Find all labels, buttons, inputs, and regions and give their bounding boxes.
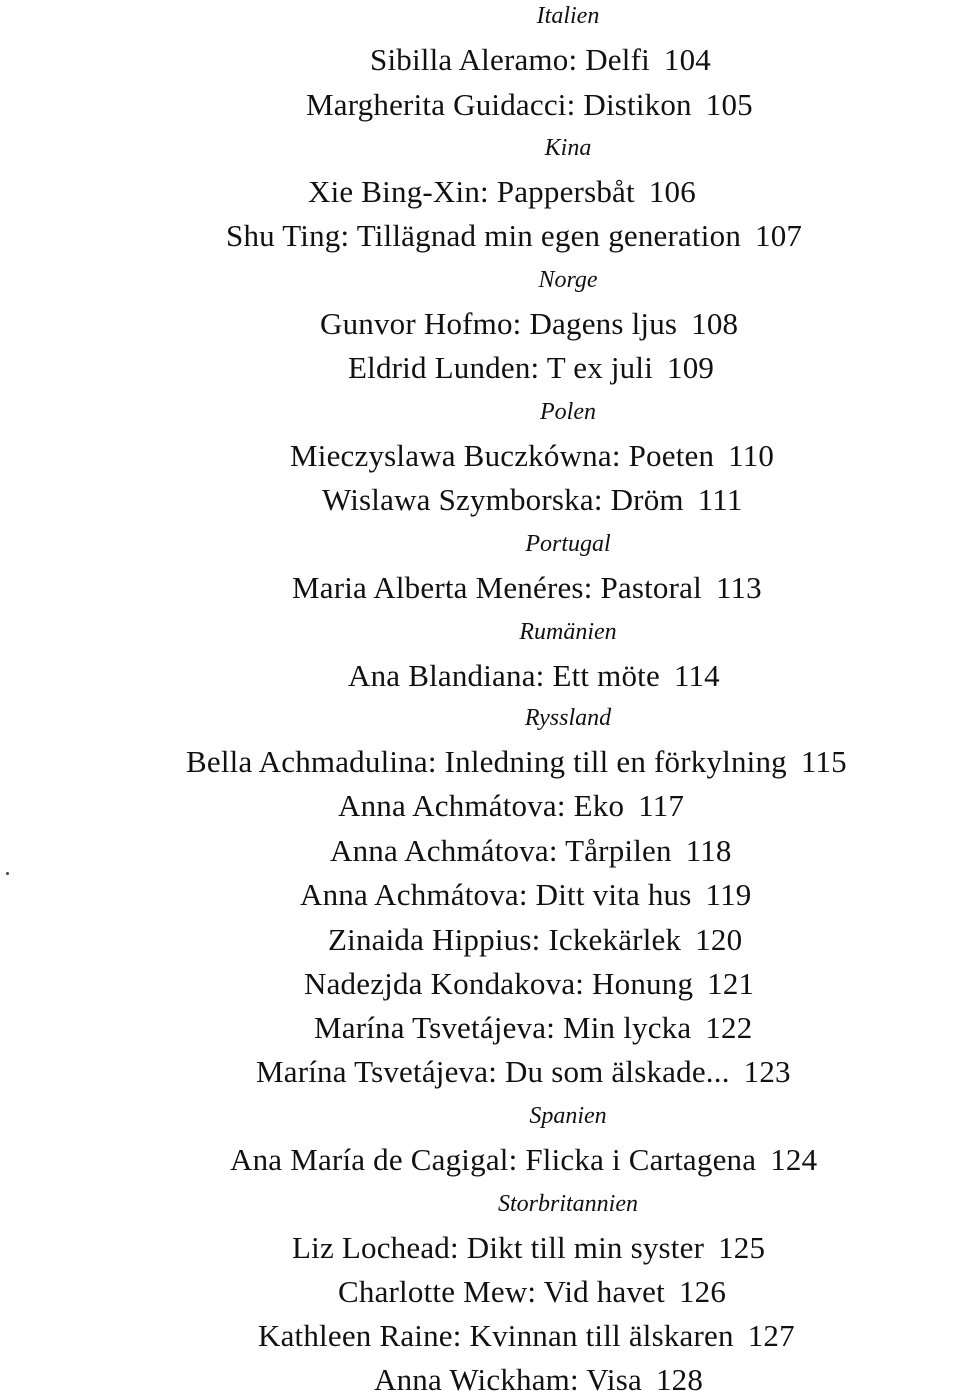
entry-title: Marína Tsvetájeva: Du som älskade... — [256, 1054, 730, 1089]
entry-title: Kathleen Raine: Kvinnan till älskaren — [258, 1318, 734, 1353]
page-number: 120 — [695, 922, 743, 957]
entry-title: Sibilla Aleramo: Delfi — [370, 42, 650, 77]
section-heading: Italien — [536, 3, 600, 29]
entry-title: Anna Achmátova: Tårpilen — [330, 833, 672, 868]
page-number: 111 — [697, 482, 743, 517]
entry-title: Charlotte Mew: Vid havet — [338, 1274, 665, 1309]
page-number: 119 — [705, 877, 752, 912]
entry-title: Liz Lochead: Dikt till min syster — [292, 1230, 705, 1265]
section-heading: Norge — [538, 267, 598, 293]
entry-title: Zinaida Hippius: Ickekärlek — [328, 922, 682, 957]
toc-entry — [338, 790, 684, 821]
entry-title: Gunvor Hofmo: Dagens ljus — [320, 306, 678, 341]
section-heading: Polen — [540, 399, 596, 425]
entry-title: Bella Achmadulina: Inledning till en förkylning — [186, 744, 787, 779]
entry-title: Shu Ting: Tillägnad min egen generation — [226, 218, 742, 253]
page-number: 108 — [691, 306, 739, 341]
entry-title: Ana María de Cagigal: Flicka i Cartagena — [230, 1142, 757, 1177]
section-heading: Portugal — [525, 531, 611, 557]
page-number: 107 — [755, 218, 803, 253]
entry-title: Margherita Guidacci: Distikon — [306, 87, 692, 122]
toc-entry — [226, 220, 802, 251]
section-heading: Storbritannien — [497, 1191, 639, 1217]
entry-title: Anna Achmátova: Ditt vita hus — [300, 877, 692, 912]
page-number: 122 — [705, 1010, 753, 1045]
page-number: 106 — [648, 174, 696, 209]
toc-entry — [306, 89, 753, 120]
toc-entry — [308, 176, 696, 207]
entry-title: Nadezjda Kondakova: Honung — [304, 966, 694, 1001]
page-number: 127 — [747, 1318, 795, 1353]
page-number: 114 — [673, 658, 720, 693]
toc-entry — [258, 1320, 795, 1351]
toc-entry — [230, 1144, 817, 1175]
toc-entry — [330, 835, 732, 866]
entry-title: Anna Wickham: Visa — [374, 1362, 642, 1397]
page-number: 124 — [770, 1142, 818, 1177]
page-number: 109 — [667, 350, 715, 385]
page-number: 118 — [685, 833, 732, 868]
entry-title: Xie Bing-Xin: Pappersbåt — [308, 174, 635, 209]
toc-entry — [322, 484, 743, 515]
toc-entry — [314, 1012, 752, 1043]
entry-title: Ana Blandiana: Ett möte — [348, 658, 660, 693]
toc-entry — [338, 1276, 726, 1307]
page-number: 123 — [743, 1054, 791, 1089]
scan-speck — [6, 872, 9, 875]
entry-title: Maria Alberta Menéres: Pastoral — [292, 570, 702, 605]
page-number: 117 — [638, 788, 685, 823]
toc-entry — [256, 1056, 791, 1087]
toc-entry — [328, 924, 742, 955]
page-number: 128 — [655, 1362, 704, 1397]
toc-entry — [292, 572, 762, 603]
section-heading: Rumänien — [519, 619, 617, 645]
entry-title: Wislawa Szymborska: Dröm — [322, 482, 684, 517]
toc-entry — [348, 660, 720, 691]
entry-title: Eldrid Lunden: T ex juli — [348, 350, 654, 385]
toc-entry — [292, 1232, 765, 1263]
page-number: 110 — [728, 438, 775, 473]
toc-entry — [300, 879, 751, 910]
page-number: 115 — [800, 744, 847, 779]
page-number: 121 — [707, 966, 755, 1001]
entry-title: Anna Achmátova: Eko — [338, 788, 625, 823]
toc-entry — [374, 1364, 703, 1395]
section-heading: Spanien — [529, 1103, 607, 1129]
page-number: 113 — [715, 570, 762, 605]
page-number: 104 — [663, 42, 712, 77]
toc-entry — [348, 352, 714, 383]
toc-entry — [186, 746, 847, 777]
page-number: 126 — [678, 1274, 727, 1309]
section-heading: Ryssland — [524, 705, 612, 731]
section-heading: Kina — [544, 135, 592, 161]
page-number: 125 — [718, 1230, 766, 1265]
toc-entry — [304, 968, 754, 999]
page-number: 105 — [705, 87, 753, 122]
toc-entry — [320, 308, 738, 339]
toc-entry — [370, 44, 711, 75]
entry-title: Marína Tsvetájeva: Min lycka — [314, 1010, 692, 1045]
entry-title: Mieczyslawa Buczkówna: Poeten — [290, 438, 715, 473]
toc-entry — [290, 440, 774, 471]
